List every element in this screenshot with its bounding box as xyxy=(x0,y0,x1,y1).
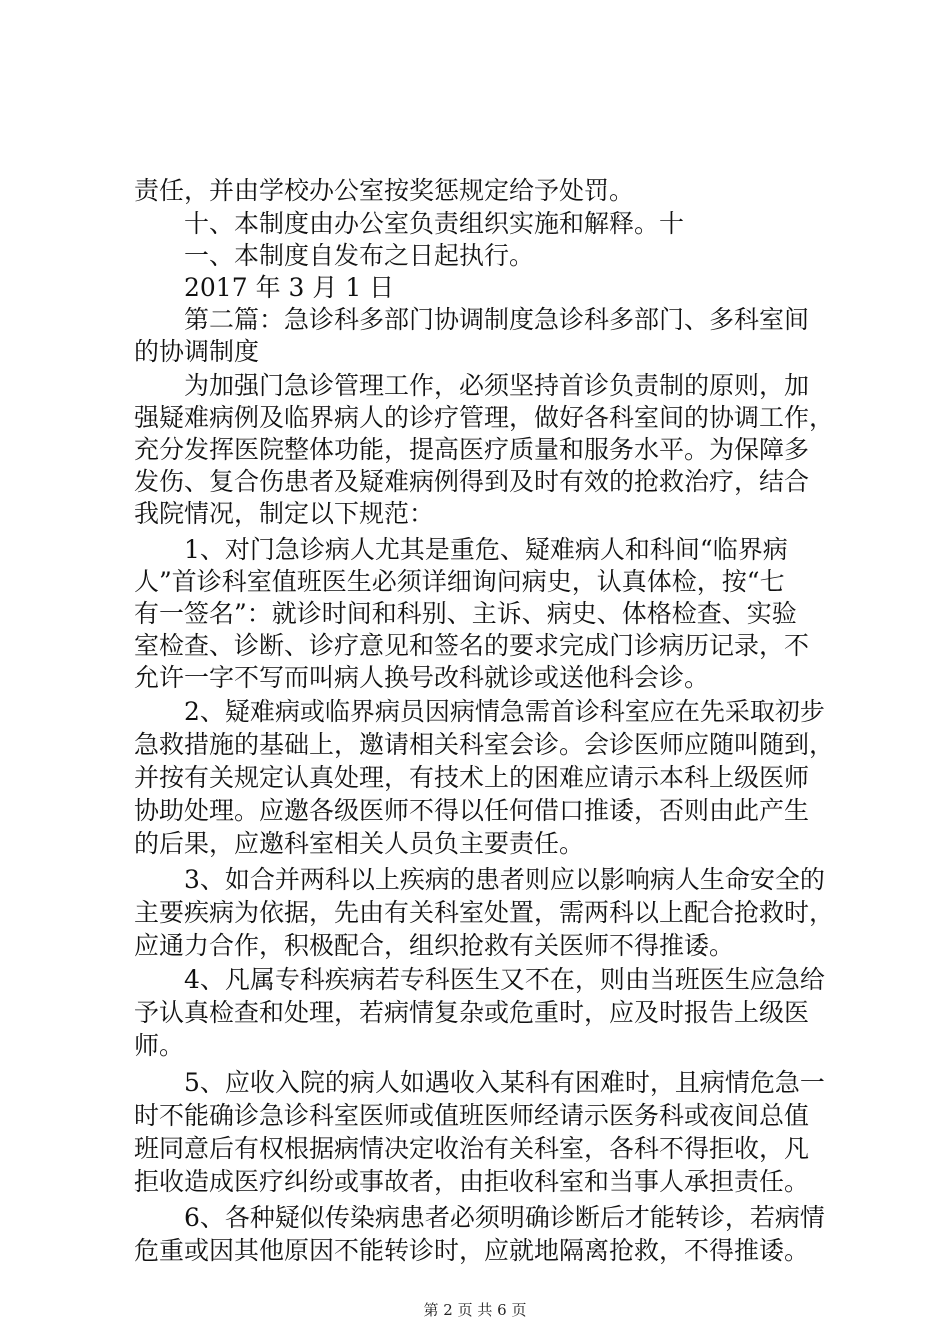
text-line: 时不能确诊急诊科室医师或值班医师经请示医务科或夜间总值 xyxy=(134,1101,810,1130)
text-line: 3、如合并两科以上疾病的患者则应以影响病人生命安全的 xyxy=(134,865,825,894)
text-line: 危重或因其他原因不能转诊时，应就地隔离抢救，不得推诿。 xyxy=(134,1236,810,1265)
text-line: 5、应收入院的病人如遇收入某科有困难时，且病情危急一 xyxy=(134,1068,825,1097)
text-line: 班同意后有权根据病情决定收治有关科室，各科不得拒收，凡 xyxy=(134,1134,810,1163)
text-line: 2017 年 3 月 1 日 xyxy=(134,273,395,302)
text-line: 为加强门急诊管理工作，必须坚持首诊负责制的原则，加 xyxy=(134,371,810,400)
text-line: 主要疾病为依据，先由有关科室处置，需两科以上配合抢救时， xyxy=(134,898,835,927)
section-heading: 第二篇：急诊科多部门协调制度急诊科多部门、多科室间 xyxy=(134,305,810,334)
text-line: 师。 xyxy=(134,1031,185,1060)
text-line: 并按有关规定认真处理，有技术上的困难应请示本科上级医师 xyxy=(134,763,810,792)
text-line: 2、疑难病或临界病员因病情急需首诊科室应在先采取初步 xyxy=(134,697,825,726)
section-heading: 的协调制度 xyxy=(134,337,260,366)
text-line: 一、本制度自发布之日起执行。 xyxy=(134,241,535,270)
page-footer: 第 2 页 共 6 页 xyxy=(423,1301,527,1319)
text-line: 责任，并由学校办公室按奖惩规定给予处罚。 xyxy=(134,176,635,205)
text-line: 十、本制度由办公室负责组织实施和解释。十 xyxy=(134,209,685,238)
text-line: 急救措施的基础上，邀请相关科室会诊。会诊医师应随叫随到， xyxy=(134,730,835,759)
text-line: 充分发挥医院整体功能，提高医疗质量和服务水平。为保障多 xyxy=(134,435,810,464)
text-line: 6、各种疑似传染病患者必须明确诊断后才能转诊，若病情 xyxy=(134,1203,825,1232)
text-line: 强疑难病例及临界病人的诊疗管理，做好各科室间的协调工作， xyxy=(134,403,835,432)
text-line: 1、对门急诊病人尤其是重危、疑难病人和科间“临界病 xyxy=(134,535,788,564)
text-line: 应通力合作，积极配合，组织抢救有关医师不得推诿。 xyxy=(134,931,735,960)
text-line: 我院情况，制定以下规范： xyxy=(134,499,435,528)
text-line: 拒收造成医疗纠纷或事故者，由拒收科室和当事人承担责任。 xyxy=(134,1167,810,1196)
text-line: 予认真检查和处理，若病情复杂或危重时，应及时报告上级医 xyxy=(134,998,810,1027)
text-line: 室检查、诊断、诊疗意见和签名的要求完成门诊病历记录，不 xyxy=(134,631,810,660)
text-line: 允许一字不写而叫病人换号改科就诊或送他科会诊。 xyxy=(134,663,710,692)
text-line: 4、凡属专科疾病若专科医生又不在，则由当班医生应急给 xyxy=(134,965,825,994)
text-line: 有一签名”：就诊时间和科别、主诉、病史、体格检查、实验 xyxy=(134,599,797,628)
text-line: 协助处理。应邀各级医师不得以任何借口推诿，否则由此产生 xyxy=(134,796,810,825)
text-line: 的后果，应邀科室相关人员负主要责任。 xyxy=(134,829,585,858)
text-line: 发伤、复合伤患者及疑难病例得到及时有效的抢救治疗，结合 xyxy=(134,467,810,496)
text-line: 人”首诊科室值班医生必须详细询问病史，认真体检，按“七 xyxy=(134,567,785,596)
